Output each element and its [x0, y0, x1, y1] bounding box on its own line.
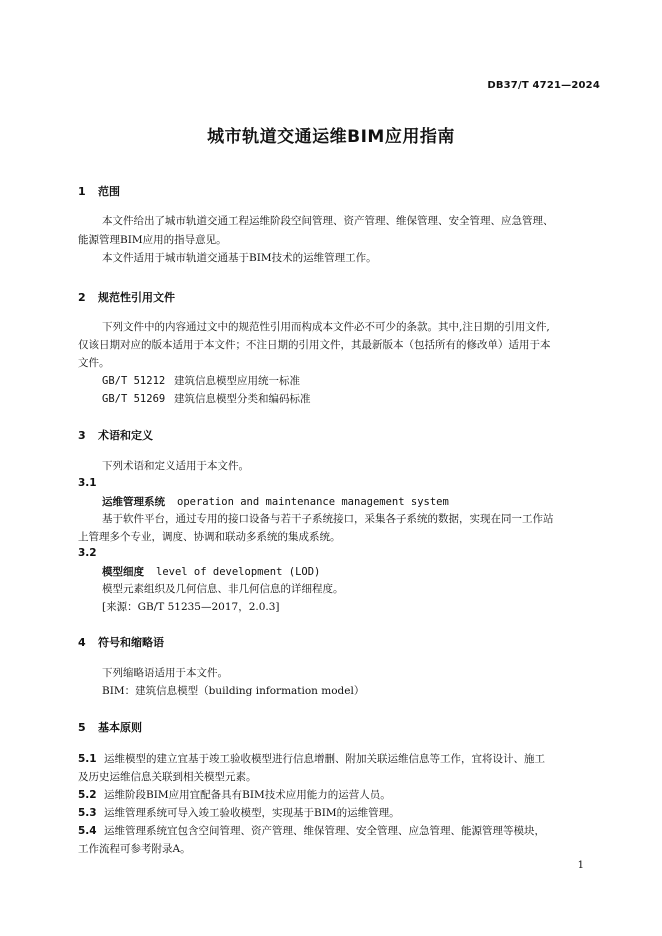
paragraph-line: 下列术语和定义适用于本文件。: [102, 460, 249, 472]
term-en: operation and maintenance management system: [177, 496, 449, 508]
paragraph-line: 本文件适用于城市轨道交通基于BIM技术的运维管理工作。: [102, 252, 377, 264]
clause-line: 工作流程可参考附录A。: [78, 843, 191, 855]
section-title: 符号和缩略语: [98, 636, 164, 649]
section-1-heading: [78, 183, 120, 199]
paragraph-line: 能源管理BIM应用的指导意见。: [78, 234, 227, 246]
clause-line: [78, 751, 545, 767]
term-en: level of development (LOD): [156, 566, 321, 578]
section-title: 术语和定义: [98, 429, 153, 442]
clause-number: 5.2: [78, 789, 97, 801]
paragraph-line: 文件。: [78, 357, 110, 369]
term-number: 3.1: [78, 477, 97, 489]
definition-line: 基于软件平台，通过专用的接口设备与若干子系统接口，采集各子系统的数据，实现在同一工作站: [102, 513, 554, 525]
section-4-heading: [78, 634, 164, 650]
section-number: 3: [78, 429, 86, 442]
definition-line: 上管理多个专业，调度、协调和联动多系统的集成系统。: [78, 531, 341, 543]
clause-line: [78, 823, 545, 839]
definition-source: [来源：GB/T 51235—2017，2.0.3]: [102, 601, 280, 613]
paragraph-line: 下列缩略语适用于本文件。: [102, 667, 228, 679]
term-zh: 模型细度: [102, 566, 144, 578]
reference-code: GB/T 51269: [102, 393, 166, 405]
section-2-heading: [78, 289, 175, 305]
term-zh: 运维管理系统: [102, 496, 165, 508]
section-title: 基本原则: [98, 721, 142, 734]
reference-item: [102, 373, 300, 389]
clause-text: 运维模型的建立宜基于竣工验收模型进行信息增删、附加关联运维信息等工作，宜将设计、施工: [104, 753, 545, 765]
term-number: 3.2: [78, 547, 97, 559]
paragraph-line: 下列文件中的内容通过文中的规范性引用而构成本文件必不可少的条款。其中,注日期的引用文件,: [102, 321, 550, 333]
section-number: 2: [78, 291, 86, 304]
clause-line: [78, 805, 400, 821]
clause-text: 运维阶段BIM应用宜配备具有BIM技术应用能力的运营人员。: [104, 789, 391, 801]
reference-title: 建筑信息模型应用统一标准: [174, 375, 300, 387]
clause-text: 运维管理系统宜包含空间管理、资产管理、维保管理、安全管理、应急管理、能源管理等模块，: [104, 825, 545, 837]
section-title: 范围: [98, 185, 120, 198]
clause-number: 5.4: [78, 825, 97, 837]
section-number: 5: [78, 721, 86, 734]
clause-text: 运维管理系统可导入竣工验收模型，实现基于BIM的运维管理。: [104, 807, 400, 819]
page-number: 1: [577, 860, 584, 871]
section-title: 规范性引用文件: [98, 291, 175, 304]
definition-line: 模型元素组织及几何信息、非几何信息的详细程度。: [102, 583, 344, 595]
section-3-heading: [78, 427, 153, 443]
term-entry: [102, 494, 449, 509]
section-5-heading: [78, 719, 142, 735]
paragraph-line: 本文件给出了城市轨道交通工程运维阶段空间管理、资产管理、维保管理、安全管理、应急管理、: [102, 215, 554, 227]
section-number: 1: [78, 185, 86, 198]
clause-number: 5.3: [78, 807, 97, 819]
clause-number: 5.1: [78, 753, 97, 765]
reference-code: GB/T 51212: [102, 375, 166, 387]
reference-item: [102, 391, 311, 407]
reference-title: 建筑信息模型分类和编码标准: [174, 393, 311, 405]
term-entry: [102, 564, 320, 579]
clause-line: 及历史运维信息关联到相关模型元素。: [78, 771, 257, 783]
paragraph-line: 仅该日期对应的版本适用于本文件；不注日期的引用文件，其最新版本（包括所有的修改单）适用于本: [78, 339, 551, 351]
standard-code: DB37/T 4721—2024: [487, 80, 600, 91]
document-title: 城市轨道交通运维BIM应用指南: [207, 127, 455, 147]
section-number: 4: [78, 636, 86, 649]
abbreviation-entry: BIM：建筑信息模型（building information model）: [102, 685, 365, 697]
clause-line: [78, 787, 391, 803]
